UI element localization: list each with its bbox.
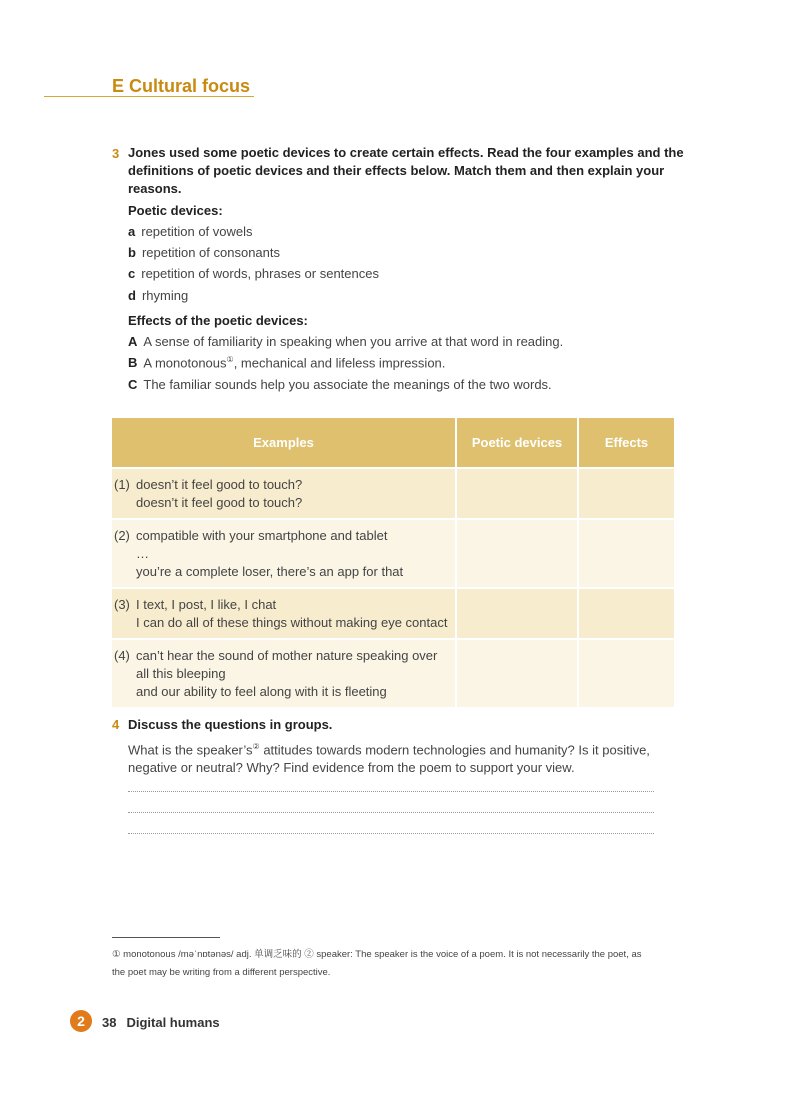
matching-table xyxy=(112,418,674,707)
question-4-prompt: What is the speaker’s② attitudes towards modern technologies and humanity? Is it positive, negative or neutral? Why? Find evidence from the poem to support your view. xyxy=(128,742,650,776)
effects-heading: Effects of the poetic devices: xyxy=(128,313,308,328)
header-poetic-devices: Poetic devices xyxy=(456,418,578,468)
header-effects: Effects xyxy=(578,418,674,468)
table-row xyxy=(112,468,674,519)
table-header-row xyxy=(112,418,674,468)
footnotes: ① monotonous /məˈnɒtənəs/ adj. 单调乏味的 ② speaker: The speaker is the voice of a poem. It is not necessarily the poet, as the poet may be writing from a different perspective. xyxy=(112,949,642,978)
question-3-number: 3 xyxy=(112,146,120,161)
answer-line[interactable] xyxy=(128,833,654,834)
answer-cell-device[interactable] xyxy=(456,519,578,588)
device-item-c: c repetition of words, phrases or sentences xyxy=(128,266,379,281)
table-row xyxy=(112,588,674,639)
question-4-instruction: Discuss the questions in groups. xyxy=(128,717,333,732)
example-cell: (3) I text, I post, I like, I chat I can do all of these things without making eye contact xyxy=(112,588,456,639)
question-4-number: 4 xyxy=(112,717,120,732)
device-item-d: d rhyming xyxy=(128,288,189,303)
effect-item-C: C The familiar sounds help you associate the meanings of the two words. xyxy=(128,377,552,392)
devices-heading: Poetic devices: xyxy=(128,203,223,218)
table-row xyxy=(112,519,674,588)
footnote-rule xyxy=(112,937,220,938)
device-item-a: a repetition of vowels xyxy=(128,224,253,239)
page-footer xyxy=(102,1015,220,1030)
device-item-b: b repetition of consonants xyxy=(128,245,280,260)
page-number: 38 xyxy=(102,1015,117,1030)
section-rule xyxy=(44,96,254,97)
table-row xyxy=(112,639,674,707)
section-title: E Cultural focus xyxy=(112,76,251,96)
unit-title: Digital humans xyxy=(126,1015,220,1030)
answer-cell-device[interactable] xyxy=(456,468,578,519)
question-3-instruction: Jones used some poetic devices to create certain effects. Read the four examples and the definitions of poetic devices and their effects below. Match them and then explain your reasons. xyxy=(128,145,684,196)
answer-cell-device[interactable] xyxy=(456,639,578,707)
effect-item-B: B A monotonous①, mechanical and lifeless impression. xyxy=(128,355,446,371)
effect-item-A: A A sense of familiarity in speaking when you arrive at that word in reading. xyxy=(128,334,564,349)
example-cell: (1) doesn’t it feel good to touch? doesn’t it feel good to touch? xyxy=(112,468,456,519)
answer-cell-device[interactable] xyxy=(456,588,578,639)
answer-cell-effect[interactable] xyxy=(578,519,674,588)
answer-cell-effect[interactable] xyxy=(578,639,674,707)
answer-line[interactable] xyxy=(128,791,654,792)
unit-badge: 2 xyxy=(70,1010,92,1032)
answer-line[interactable] xyxy=(128,812,654,813)
answer-cell-effect[interactable] xyxy=(578,468,674,519)
example-cell: (2) compatible with your smartphone and tablet … you’re a complete loser, there’s an app for that xyxy=(112,519,456,588)
example-cell: (4) can’t hear the sound of mother nature speaking over all this bleeping and our ability to feel along with it is fleeting xyxy=(112,639,456,707)
header-examples: Examples xyxy=(112,418,456,468)
answer-cell-effect[interactable] xyxy=(578,588,674,639)
